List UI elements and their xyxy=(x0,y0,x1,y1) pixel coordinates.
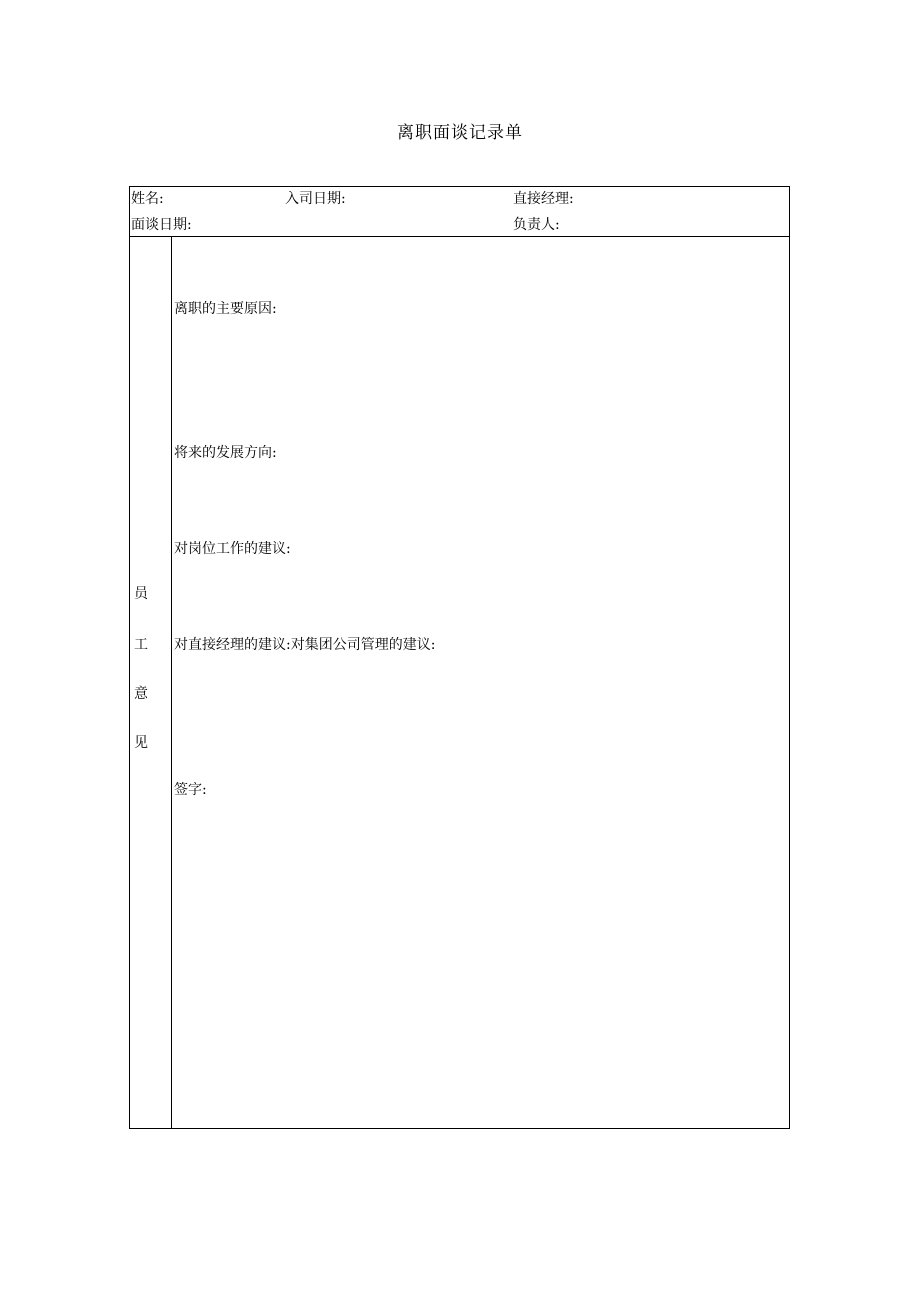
owner-label: 负责人: xyxy=(513,217,560,233)
page-title: 离职面谈记录单 xyxy=(397,123,523,143)
side-char-3: 意 xyxy=(134,686,148,702)
side-char-2: 工 xyxy=(134,637,148,653)
position-advice-prompt: 对岗位工作的建议: xyxy=(174,541,291,557)
header-info-block xyxy=(130,187,789,237)
interview-form-table xyxy=(129,186,790,1129)
name-label: 姓名: xyxy=(131,191,164,207)
hire-date-label: 入司日期: xyxy=(285,191,346,207)
employee-opinion-side-label xyxy=(130,237,172,1128)
interview-date-label: 面谈日期: xyxy=(131,217,192,233)
future-prompt: 将来的发展方向: xyxy=(174,445,277,461)
manager-label: 直接经理: xyxy=(513,191,574,207)
reason-prompt: 离职的主要原因: xyxy=(174,301,277,317)
side-char-1: 员 xyxy=(134,586,148,602)
side-char-4: 见 xyxy=(134,735,148,751)
manager-company-advice-prompt: 对直接经理的建议:对集团公司管理的建议: xyxy=(174,637,436,653)
signature-prompt: 签字: xyxy=(174,782,207,798)
